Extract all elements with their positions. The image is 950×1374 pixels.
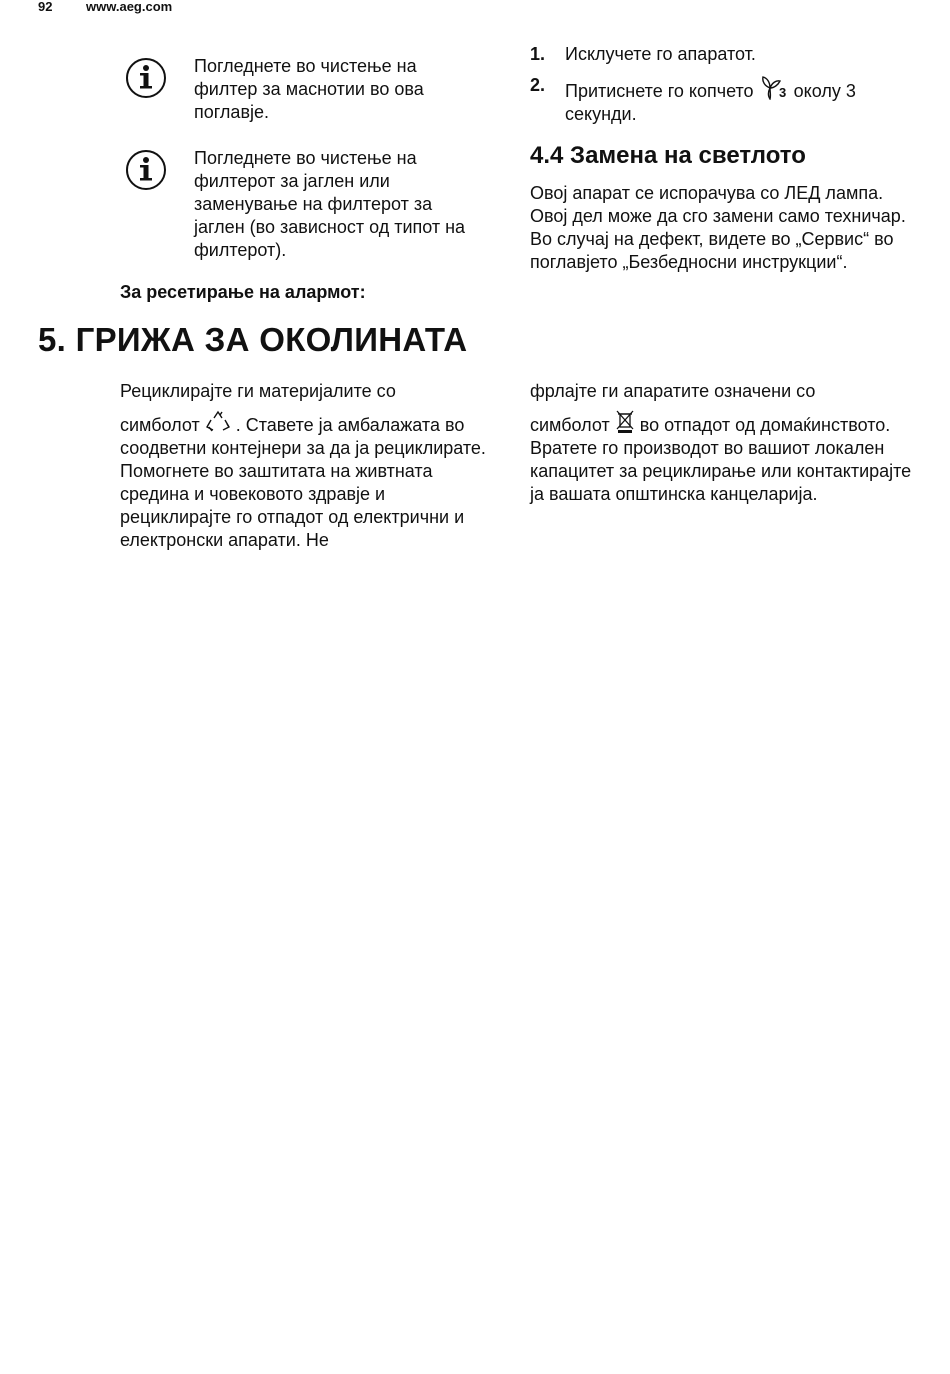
section-4-4-title: 4.4 Замена на светлото (530, 142, 806, 169)
steps-list (530, 43, 910, 134)
info-icon (125, 57, 167, 99)
info-icon (125, 149, 167, 191)
section-5-title: 5. ГРИЖА ЗА ОКОЛИНАТА (38, 321, 468, 358)
recycle-text-line1: Рециклирајте ги материјалите со (120, 381, 396, 401)
website: www.aeg.com (86, 0, 173, 14)
step-number: 1. (530, 44, 546, 64)
weee-text-line1: фрлајте ги апаратите означени со (530, 381, 816, 401)
step-text-before: Притиснете го копчето (565, 81, 754, 101)
info-note-text: Погледнете во чистење на филтерот за јаглен или заменување на филтерот за јаглен (во зависност од типот на филтерот). (194, 148, 466, 260)
info-note-text: Погледнете во чистење на филтер за маснотии во ова поглавје. (194, 56, 424, 122)
section-5-right-column (530, 380, 920, 506)
section-4-4-body: Овој апарат се испорачува со ЛЕД лампа. Овој дел може да сго замени само техничар. Во случај на дефект, видете во „Сервис“ во поглавјето „Безбедносни инструкции“. (530, 183, 906, 272)
step-text: Исклучете го апаратот. (565, 44, 756, 64)
recycle-text-before: симболот (120, 415, 200, 435)
svg-text:3: 3 (778, 85, 786, 100)
step-2 (530, 74, 910, 126)
reset-alarm-heading: За ресетирање на алармот: (120, 282, 366, 302)
recycle-icon (205, 410, 231, 434)
recycle-text-after: . Ставете ја амбалажата во соодветни контејнери за да ја рециклирате. Помогнете во заштитата на живтната средина и човековото здравје и рециклирајте го отпадот од електрични и електронски апарати. Не (120, 415, 486, 550)
step-1 (530, 43, 910, 66)
step-number: 2. (530, 75, 546, 95)
weee-text-before: симболот (530, 415, 610, 435)
page-number: 92 (38, 0, 53, 14)
page-header (38, 0, 172, 14)
fan-3-icon (759, 74, 789, 100)
crossed-bin-icon (615, 410, 635, 434)
weee-text-after: во отпадот од домаќинството. Вратете го производот во вашиот локален капацитет за рециклирање или контактирајте ја вашата општинска канцеларија. (530, 415, 912, 504)
step-text-after: околу 3 секунди. (565, 81, 856, 124)
section-5-left-column (120, 380, 500, 552)
